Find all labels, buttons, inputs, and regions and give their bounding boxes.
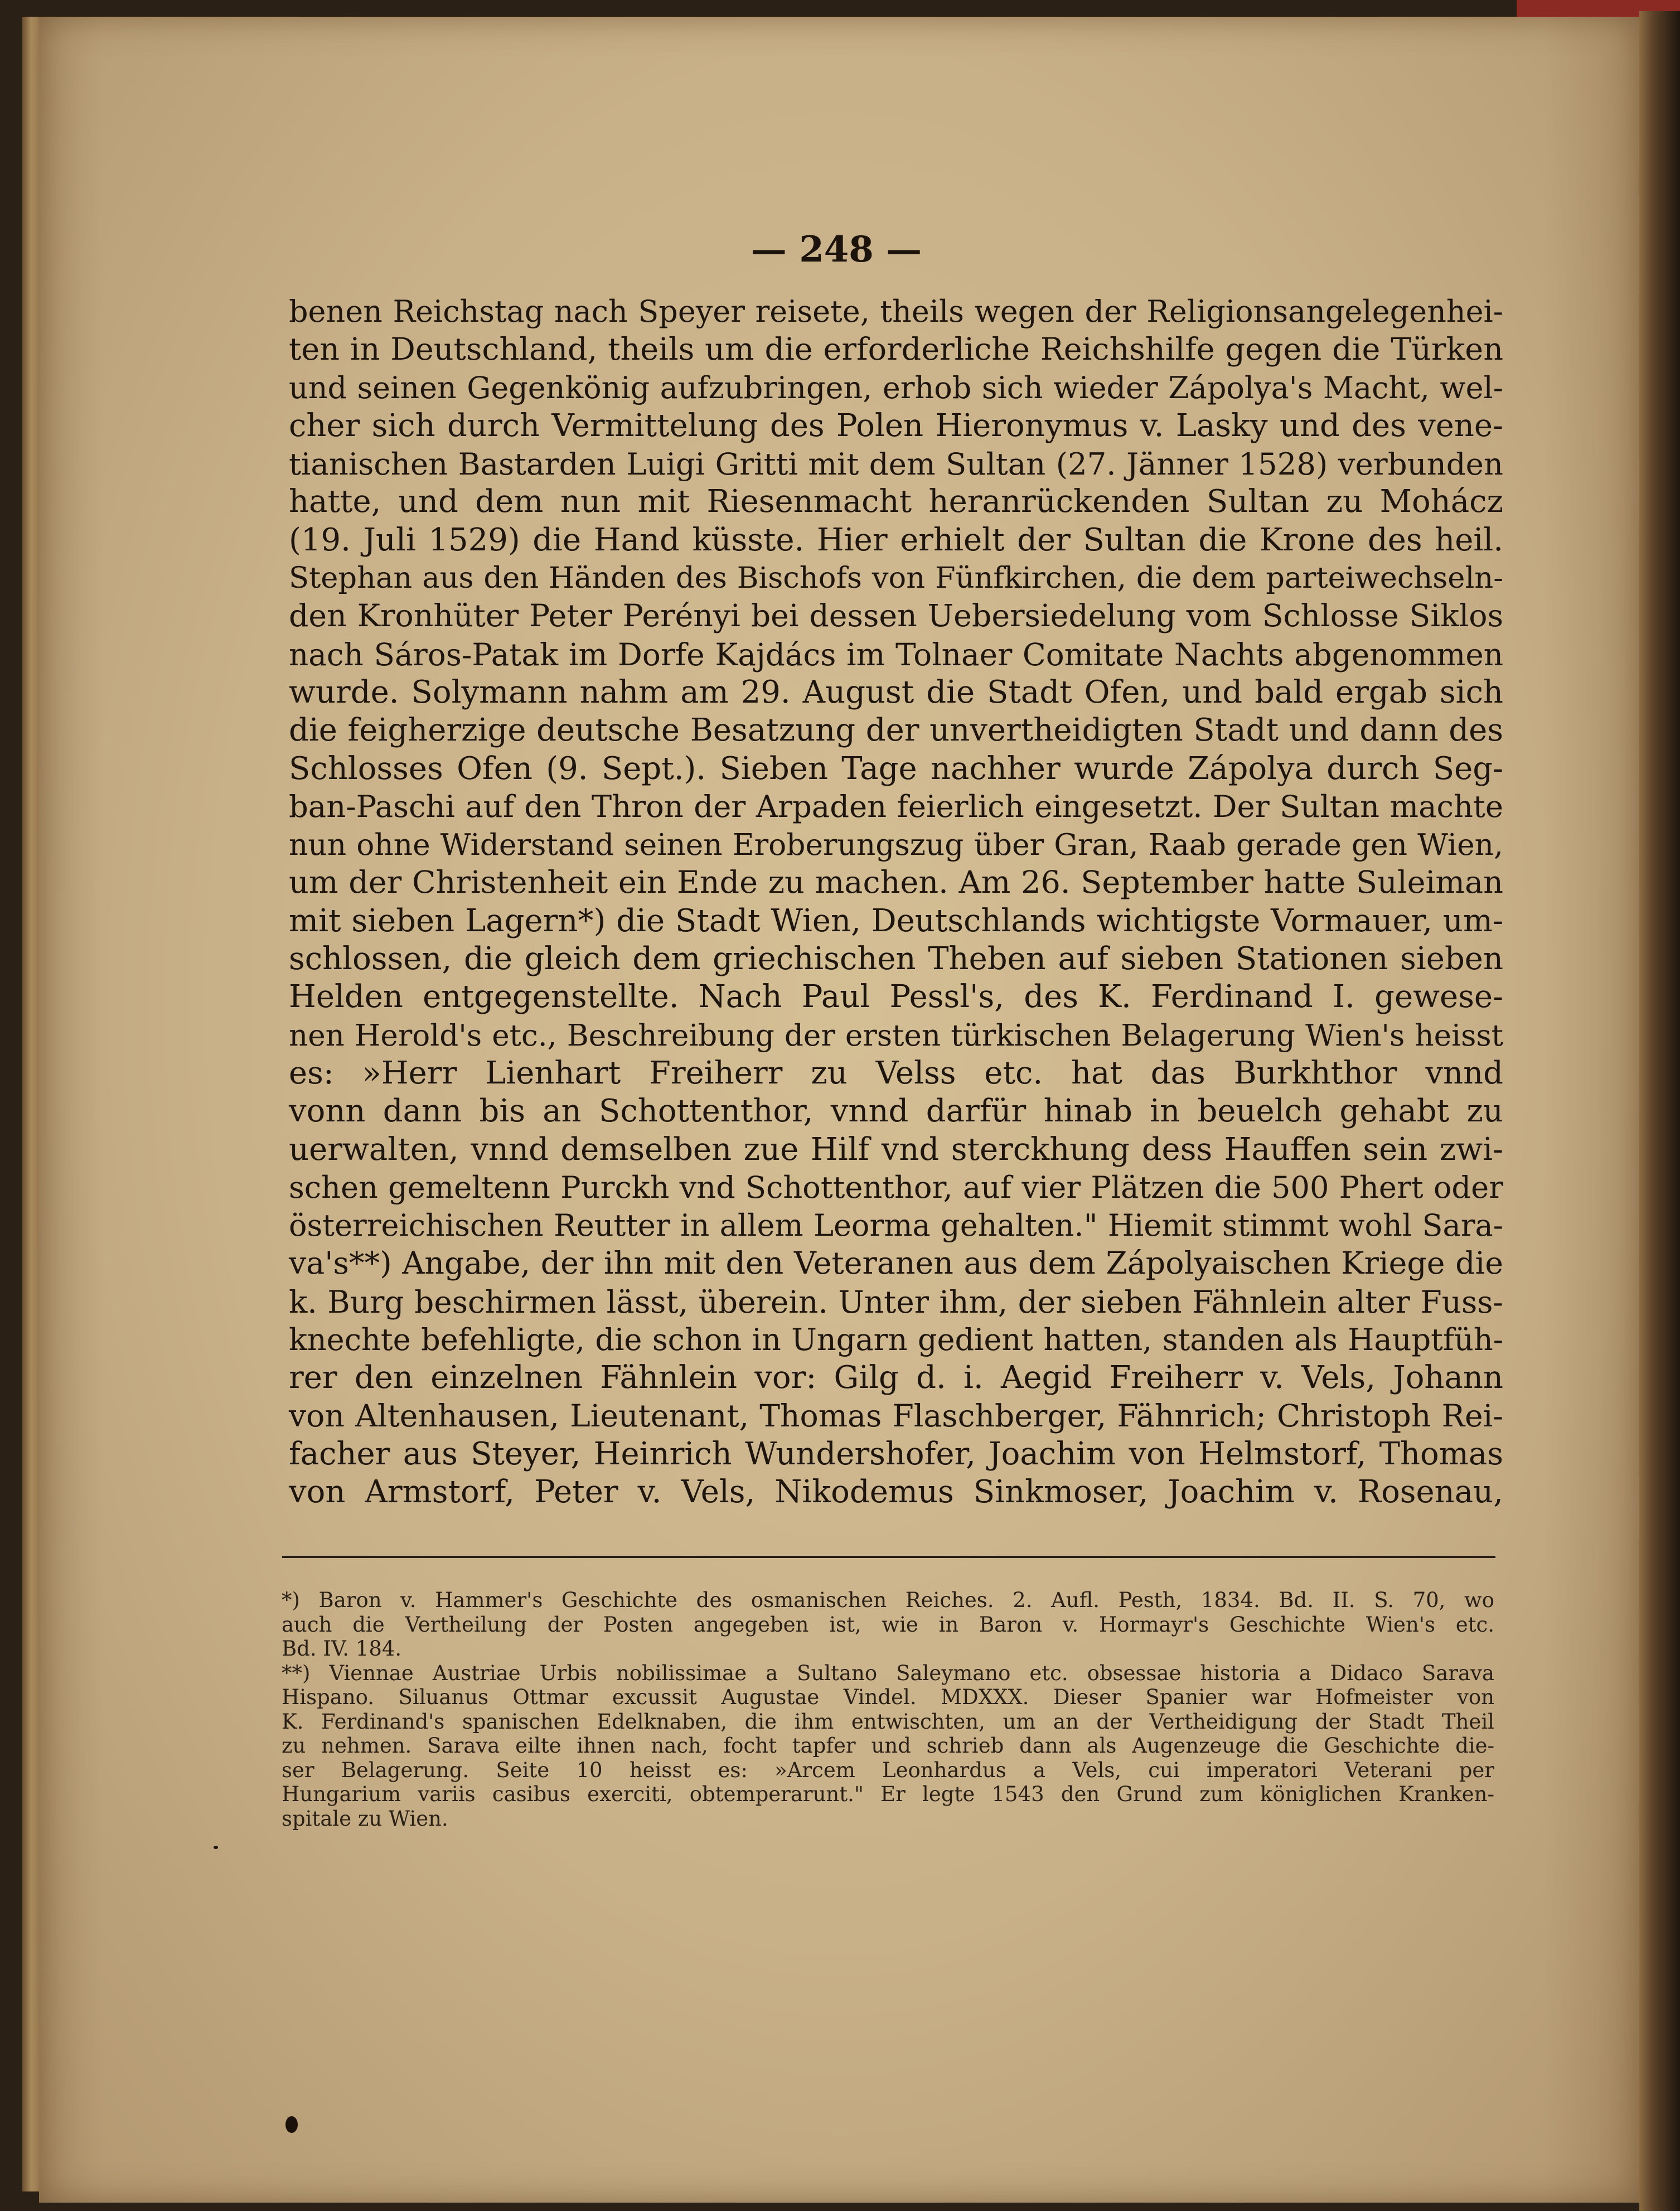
text-line: den Kronhüter Peter Perényi bei dessen Uebersiedelung vom Schlosse Siklos — [289, 598, 1503, 635]
footnote-divider — [282, 1556, 1495, 1558]
footnote-line: Hispano. Siluanus Ottmar excussit Augustae Vindel. MDXXX. Dieser Spanier war Hofmeister von — [282, 1685, 1494, 1709]
footnote-line: spitale zu Wien. — [282, 1806, 448, 1831]
text-line: um der Christenheit ein Ende zu machen. Am 26. September hatte Suleiman — [289, 864, 1503, 901]
footnote-line: zu nehmen. Sarava eilte ihnen nach, focht tapfer und schrieb dann als Augenzeuge die Geschichte die- — [282, 1734, 1494, 1758]
footnote-line: **) Viennae Austriae Urbis nobilissimae a Sultano Saleymano etc. obsessae historia a Didaco Sarava — [282, 1661, 1494, 1685]
text-line: tianischen Bastarden Luigi Gritti mit dem Sultan (27. Jänner 1528) verbunden — [289, 446, 1503, 482]
text-line: va's**) Angabe, der ihn mit den Veteranen aus dem Zápolyaischen Kriege die — [289, 1246, 1503, 1282]
footnote-line: Hungarium variis casibus exerciti, obtemperarunt." Er legte 1543 den Grund zum königlichen Kranken- — [282, 1782, 1494, 1806]
text-line: wurde. Solymann nahm am 29. August die Stadt Ofen, und bald ergab sich — [289, 674, 1503, 710]
ink-spot — [285, 2116, 298, 2133]
text-line: von Armstorf, Peter v. Vels, Nikodemus Sinkmoser, Joachim v. Rosenau, — [289, 1474, 1503, 1511]
footnote-line: K. Ferdinand's spanischen Edelknaben, die ihm entwischten, um an der Vertheidigung der Stadt Theil — [282, 1709, 1494, 1734]
text-line: schen gemeltenn Purckh vnd Schottenthor, auf vier Plätzen die 500 Phert oder — [289, 1169, 1503, 1205]
text-line: (19. Juli 1529) die Hand küsste. Hier erhielt der Sultan die Krone des heil. — [289, 521, 1503, 558]
text-line: und seinen Gegenkönig aufzubringen, erhob sich wieder Zápolya's Macht, wel- — [289, 370, 1503, 405]
text-line: cher sich durch Vermittelung des Polen Hieronymus v. Lasky und des vene- — [289, 407, 1503, 444]
text-line: ten in Deutschland, theils um die erforderliche Reichshilfe gegen die Türken — [289, 331, 1503, 368]
text-line: mit sieben Lagern*) die Stadt Wien, Deutschlands wichtigste Vormauer, um- — [289, 902, 1503, 939]
footnote-line: *) Baron v. Hammer's Geschichte des osmanischen Reiches. 2. Aufl. Pesth, 1834. Bd. II. S. 70, wo — [282, 1588, 1494, 1612]
text-line: facher aus Steyer, Heinrich Wundershofer, Joachim von Helmstorf, Thomas — [289, 1435, 1503, 1472]
footnote-line: auch die Vertheilung der Posten angegeben ist, wie in Baron v. Hormayr's Geschichte Wien's etc. — [282, 1612, 1494, 1637]
ink-spot — [214, 1846, 218, 1849]
text-line: hatte, und dem nun mit Riesenmacht heranrückenden Sultan zu Mohácz — [289, 483, 1503, 520]
footnote-line: ser Belagerung. Seite 10 heisst es: »Arcem Leonhardus a Vels, cui imperatori Veterani per — [282, 1758, 1494, 1782]
text-line: von Altenhausen, Lieutenant, Thomas Flaschberger, Fähnrich; Christoph Rei- — [289, 1398, 1503, 1434]
text-line: österreichischen Reutter in allem Leorma gehalten." Hiemit stimmt wohl Sara- — [289, 1208, 1503, 1244]
text-line: k. Burg beschirmen lässt, überein. Unter ihm, der sieben Fähnlein alter Fuss- — [289, 1284, 1503, 1320]
text-line: benen Reichstag nach Speyer reisete, theils wegen der Religionsangelegenhei- — [289, 294, 1503, 329]
page-number: — 248 — — [751, 229, 922, 270]
footnote-line: Bd. IV. 184. — [282, 1637, 402, 1661]
text-line: Stephan aus den Händen des Bischofs von Fünfkirchen, die dem parteiwechseln- — [289, 561, 1503, 596]
text-line: ban-Paschi auf den Thron der Arpaden feierlich eingesetzt. Der Sultan machte — [289, 788, 1503, 824]
text-line: knechte befehligte, die schon in Ungarn gedient hatten, standen als Hauptfüh- — [289, 1322, 1503, 1358]
text-line: Schlosses Ofen (9. Sept.). Sieben Tage nachher wurde Zápolya durch Seg- — [289, 750, 1503, 787]
text-line: nach Sáros-Patak im Dorfe Kajdács im Tolnaer Comitate Nachts abgenommen — [289, 636, 1503, 673]
text-line: es: »Herr Lienhart Freiherr zu Velss etc. hat das Burkhthor vnnd — [289, 1054, 1503, 1091]
text-line: schlossen, die gleich dem griechischen Theben auf sieben Stationen sieben — [289, 941, 1503, 978]
right-page-edge — [1639, 11, 1680, 2211]
text-line: die feigherzige deutsche Besatzung der unvertheidigten Stadt und dann des — [289, 712, 1503, 749]
text-line: Helden entgegenstellte. Nach Paul Pessl's, des K. Ferdinand I. gewese- — [289, 979, 1503, 1015]
text-line: nen Herold's etc., Beschreibung der ersten türkischen Belagerung Wien's heisst — [289, 1018, 1503, 1053]
footnotes — [282, 1588, 1494, 1831]
text-line: rer den einzelnen Fähnlein vor: Gilg d. i. Aegid Freiherr v. Vels, Johann — [289, 1360, 1503, 1396]
body-text — [289, 293, 1503, 1512]
text-line: nun ohne Widerstand seinen Eroberungszug über Gran, Raab gerade gen Wien, — [289, 827, 1503, 863]
text-line: vonn dann bis an Schottenthor, vnnd darfür hinab in beuelch gehabt zu — [289, 1093, 1503, 1130]
text-line: uerwalten, vnnd demselben zue Hilf vnd sterckhung dess Hauffen sein zwi- — [289, 1131, 1503, 1168]
